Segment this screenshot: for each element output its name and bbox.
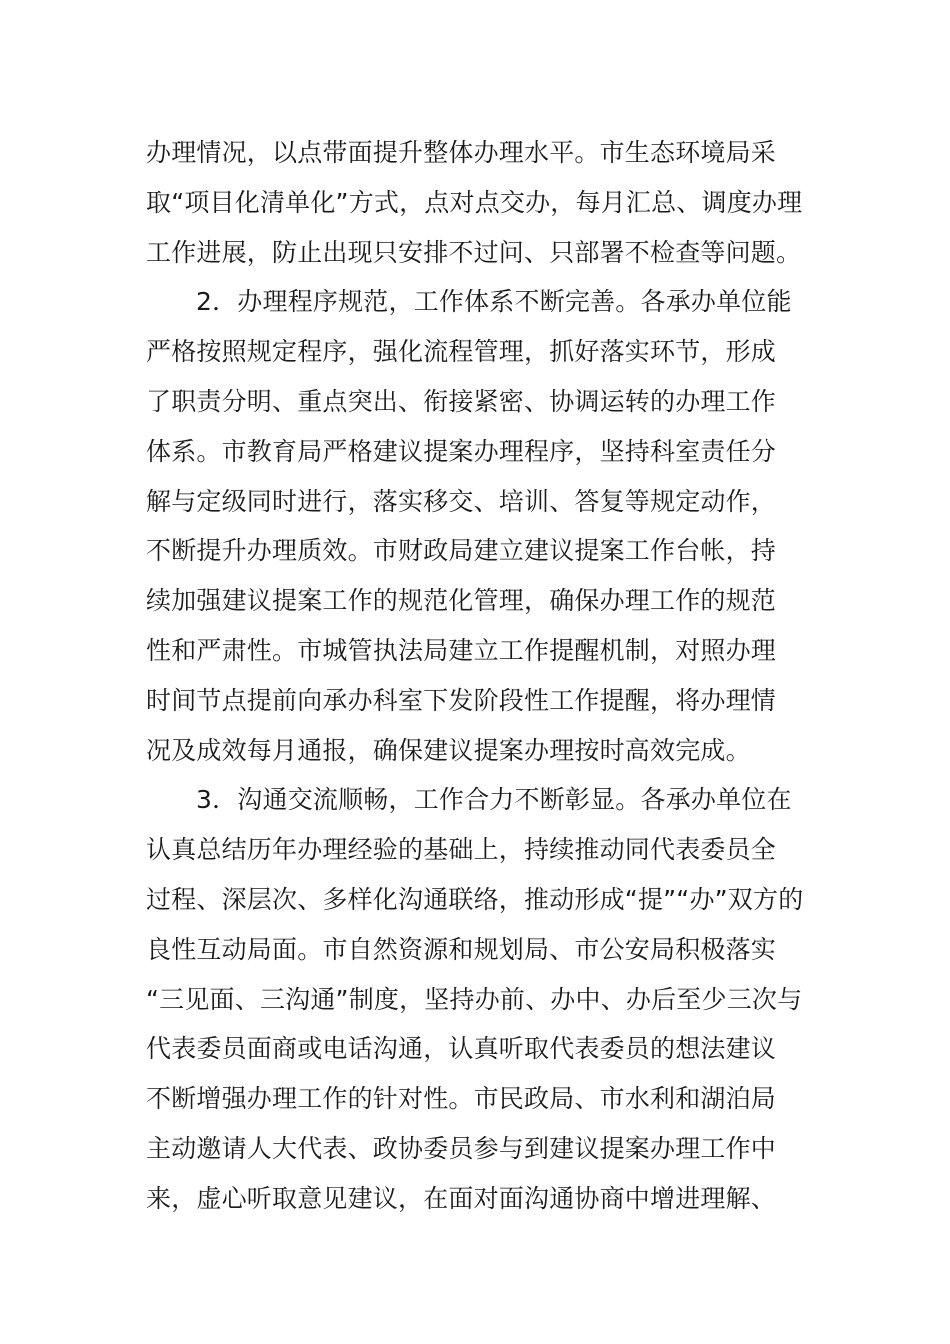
text-line: 解与定级同时进行，落实移交、培训、答复等规定动作， [146, 486, 777, 516]
text-line: 认真总结历年办理经验的基础上，持续推动同代表委员全 [146, 835, 777, 865]
text-line: 性和严肃性。市城管执法局建立工作提醒机制，对照办理 [146, 635, 777, 665]
body-text [146, 128, 806, 1224]
text-line: 办理情况，以点带面提升整体办理水平。市生态环境局采 [146, 138, 777, 167]
section-heading-line: 3．沟通交流顺畅，工作合力不断彰显。各承办单位在 [196, 785, 792, 815]
text-line: 取“项目化清单化”方式，点对点交办，每月汇总、调度办理 [146, 187, 803, 217]
text-line: 严格按照规定程序，强化流程管理，抓好落实环节，形成 [146, 337, 777, 367]
text-line: 时间节点提前向承办科室下发阶段性工作提醒，将办理情 [146, 685, 777, 715]
text-line: 不断提升办理质效。市财政局建立建议提案工作台帐，持 [146, 536, 777, 566]
text-line: 代表委员面商或电话沟通，认真听取代表委员的想法建议 [146, 1034, 777, 1064]
text-line: 过程、深层次、多样化沟通联络，推动形成“提”“办”双方的 [146, 884, 804, 914]
section-heading-line: 2．办理程序规范，工作体系不断完善。各承办单位能 [196, 287, 792, 317]
text-line: 良性互动局面。市自然资源和规划局、市公安局积极落实 [146, 934, 777, 964]
text-line: “三见面、三沟通”制度，坚持办前、办中、办后至少三次与 [146, 984, 803, 1014]
text-line: 不断增强办理工作的针对性。市民政局、市水利和湖泊局 [146, 1084, 777, 1114]
text-line: 续加强建议提案工作的规范化管理，确保办理工作的规范 [146, 586, 777, 616]
text-line: 主动邀请人大代表、政协委员参与到建议提案办理工作中 [146, 1133, 777, 1163]
text-line: 体系。市教育局严格建议提案办理程序，坚持科室责任分 [146, 436, 777, 466]
text-line: 来，虚心听取意见建议，在面对面沟通协商中增进理解、 [146, 1183, 777, 1213]
text-line: 了职责分明、重点突出、衔接紧密、协调运转的办理工作 [146, 386, 777, 416]
text-line: 况及成效每月通报，确保建议提案办理按时高效完成。 [146, 735, 751, 765]
text-line: 工作进展，防止出现只安排不过问、只部署不检查等问题。 [146, 237, 802, 267]
